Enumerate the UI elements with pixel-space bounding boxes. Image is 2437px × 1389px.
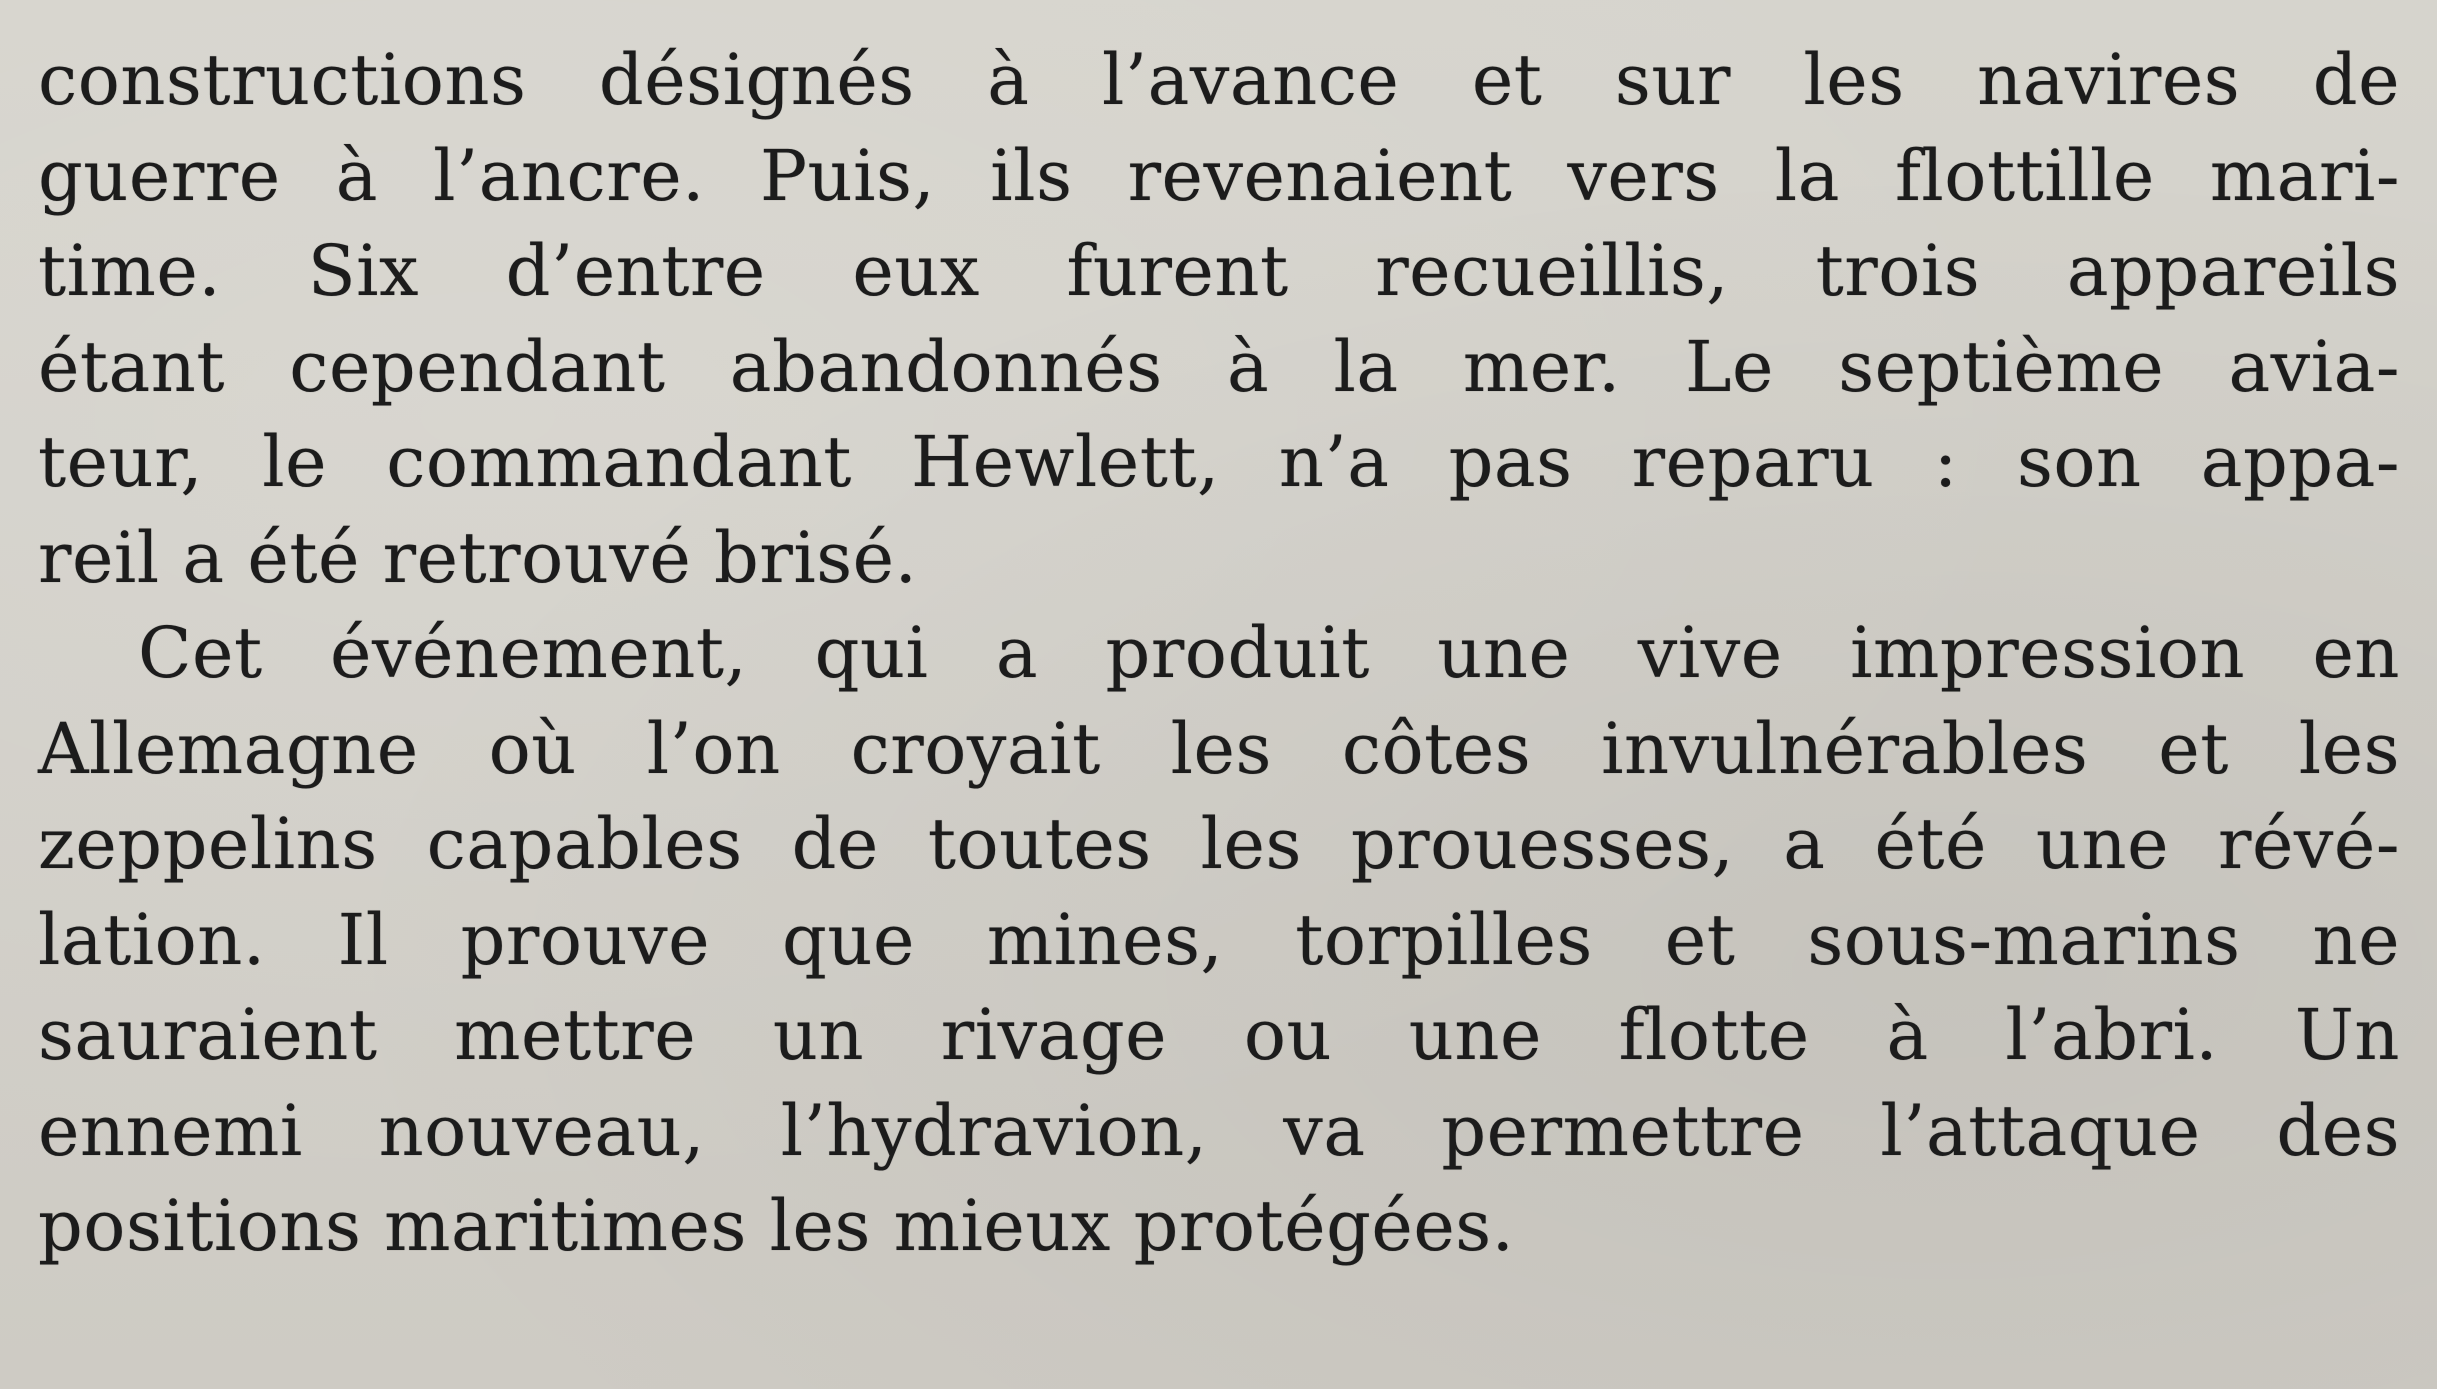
text-line: reil a été retrouvé brisé. (38, 516, 918, 599)
text-line: Allemagne où l’on croyait les côtes invulnérables et les (38, 707, 2400, 790)
text-line: sauraient mettre un rivage ou une flotte à l’abri. Un (38, 994, 2400, 1076)
text-line: ennemi nouveau, l’hydravion, va permettre l’attaque des (38, 1089, 2400, 1172)
text-line: teur, le commandant Hewlett, n’a pas reparu : son appa- (38, 421, 2400, 503)
text-line: positions maritimes les mieux protégées. (38, 1185, 1515, 1267)
document-page (38, 30, 2400, 1370)
text-line: constructions désignés à l’avance et sur les navires de (38, 39, 2400, 121)
text-line: time. Six d’entre eux furent recueillis, trois appareils (38, 230, 2400, 312)
text-line: étant cependant abandonnés à la mer. Le septième avia- (38, 325, 2400, 408)
text-line: guerre à l’ancre. Puis, ils revenaient vers la flottille mari- (38, 134, 2400, 217)
text-line: lation. Il prouve que mines, torpilles et sous-marins ne (38, 898, 2400, 981)
text-line: Cet événement, qui a produit une vive impression en (138, 612, 2400, 694)
text-line: zeppelins capables de toutes les prouesses, a été une révé- (38, 803, 2400, 885)
